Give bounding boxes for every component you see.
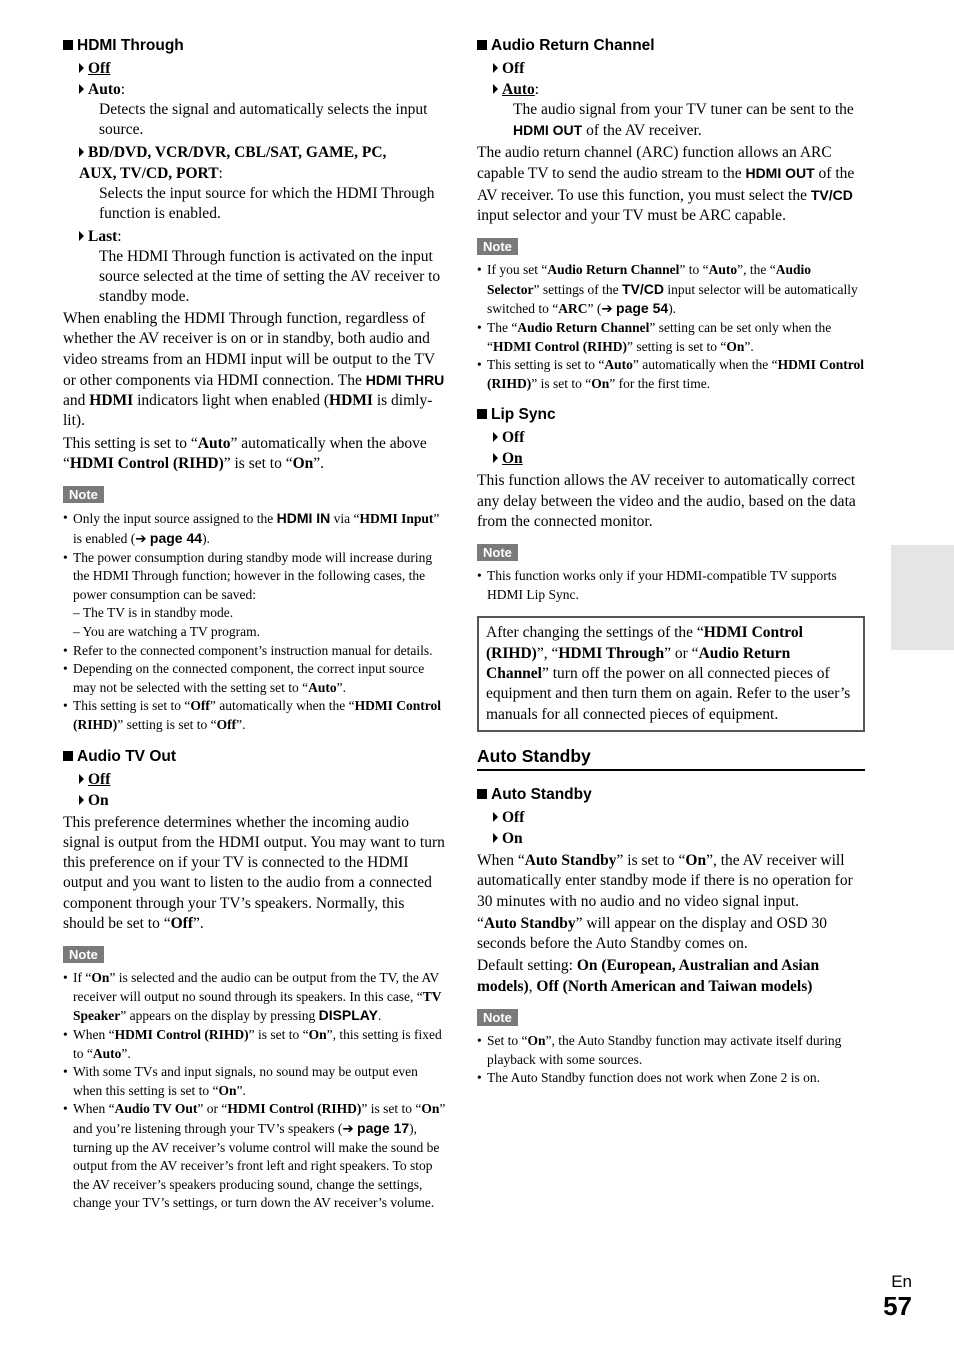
triangle-bullet-icon — [79, 774, 84, 784]
note-item: • With some TVs and input signals, no sound may be output even when this setting is set to “On”. — [63, 1063, 449, 1100]
note-item: • Refer to the connected component’s instruction manual for details. — [63, 642, 449, 661]
language-label: En — [891, 1272, 912, 1291]
note-item: • The Auto Standby function does not work when Zone 2 is on. — [477, 1069, 865, 1088]
hdmi-through-heading: HDMI Through — [63, 36, 449, 56]
note-item: • Only the input source assigned to the HDMI IN via “HDMI Input” is enabled (➔ page 44). — [63, 509, 449, 548]
note-item: • If you set “Audio Return Channel” to “Auto”, the “Audio Selector” settings of the TV/CD input selector will be automatically switched to “ARC” (➔ page 54). — [477, 261, 865, 319]
option-on: On — [477, 448, 865, 469]
audio-tv-out-notes — [63, 969, 449, 1213]
note-label: Note — [477, 544, 518, 561]
right-column — [477, 36, 865, 1096]
note-subitem: – The TV is in standby mode. — [73, 605, 234, 621]
triangle-bullet-icon — [79, 147, 84, 157]
info-box: After changing the settings of the “HDMI Control (RIHD)”, “HDMI Through” or “Audio Return Channel” turn off the power on all connected pieces of equipment and then turn them on again. Refer to the user’s manuals for all connected pieces of equipment. — [477, 616, 865, 731]
option-off: Off — [477, 807, 865, 828]
auto-standby-section-title: Auto Standby — [477, 746, 865, 771]
option-off: Off — [477, 58, 865, 79]
option-auto-description: The audio signal from your TV tuner can be sent to the HDMI OUT of the AV receiver. — [513, 101, 854, 139]
note-item: • The power consumption during standby mode will increase during the HDMI Through function; however in the following cases, the power consumption can be saved: — [63, 549, 449, 605]
page-number — [883, 1272, 912, 1320]
triangle-bullet-icon — [79, 231, 84, 241]
auto-standby-display-paragraph: “Auto Standby” will appear on the display and OSD 30 seconds before the Auto Standby comes on. — [477, 914, 828, 953]
triangle-bullet-icon — [79, 795, 84, 805]
audio-tv-out-paragraph: This preference determines whether the incoming audio signal is output from the HDMI output. You may want to turn this preference on if your TV is connected to the HDMI output and you want to listen to the audio from a connected component through your TV’s speakers. Normally, this should be set to “Off”. — [63, 813, 445, 932]
note-item: • When “HDMI Control (RIHD)” is set to “On”, this setting is fixed to “Auto”. — [63, 1026, 449, 1063]
arc-notes — [477, 261, 865, 393]
note-item: • This setting is set to “Auto” automatically when the “HDMI Control (RIHD)” is set to “On” for the first time. — [477, 356, 865, 393]
note-item: • Set to “On”, the Auto Standby function may activate itself during playback with some sources. — [477, 1032, 865, 1069]
note-subitem: – You are watching a TV program. — [73, 623, 260, 639]
auto-standby-paragraph: When “Auto Standby” is set to “On”, the AV receiver will automatically enter standby mode if there is no operation for 30 minutes with no audio and no video signal input. — [477, 851, 853, 910]
left-column — [63, 36, 449, 1221]
auto-standby-notes — [477, 1032, 865, 1088]
option-last-description: The HDMI Through function is activated on the input source selected at the time of setting the AV receiver to standby mode. — [99, 248, 441, 305]
lip-sync-notes — [477, 567, 865, 604]
note-item: • The “Audio Return Channel” setting can be set only when the “HDMI Control (RIHD)” setting is set to “On”. — [477, 319, 865, 356]
note-label: Note — [477, 238, 518, 255]
option-inputs-description: Selects the input source for which the HDMI Through function is enabled. — [99, 185, 435, 222]
option-auto: Auto: — [63, 79, 449, 100]
note-item: • This setting is set to “Off” automatically when the “HDMI Control (RIHD)” setting is set to “Off”. — [63, 697, 449, 734]
default-setting: Default setting: On (European, Australian and Asian models), Off (North American and Taiwan models) — [477, 957, 820, 995]
triangle-bullet-icon — [79, 84, 84, 94]
option-on: On — [477, 828, 865, 849]
option-last: Last: — [63, 226, 449, 247]
note-label: Note — [63, 946, 104, 963]
option-auto: Auto: — [477, 79, 865, 100]
triangle-bullet-icon — [493, 833, 498, 843]
hdmi-through-auto-paragraph: This setting is set to “Auto” automatically when the above “HDMI Control (RIHD)” is set to “On”. — [63, 434, 427, 473]
note-item: • Depending on the connected component, the correct input source may not be selected with the setting set to “Auto”. — [63, 660, 449, 697]
square-bullet-icon — [477, 409, 487, 419]
triangle-bullet-icon — [493, 812, 498, 822]
option-inputs: BD/DVD, VCR/DVR, CBL/SAT, GAME, PC, AUX, TV/CD, PORT: — [79, 144, 387, 182]
side-tab — [891, 545, 954, 650]
square-bullet-icon — [63, 40, 73, 50]
option-off: Off — [63, 769, 449, 790]
hdmi-through-paragraph: When enabling the HDMI Through function, regardless of whether the AV receiver is on or in standby, both audio and video streams from an HDMI input will be output to the TV or other components via HDMI connection. The HDMI THRU and HDMI indicators light when enabled (HDMI is dimly-lit). — [63, 310, 445, 430]
triangle-bullet-icon — [493, 432, 498, 442]
note-item: • This function works only if your HDMI-compatible TV supports HDMI Lip Sync. — [477, 567, 865, 604]
square-bullet-icon — [477, 40, 487, 50]
audio-tv-out-heading: Audio TV Out — [63, 747, 449, 767]
option-auto-description: Detects the signal and automatically selects the input source. — [99, 101, 428, 138]
triangle-bullet-icon — [79, 63, 84, 73]
square-bullet-icon — [477, 789, 487, 799]
square-bullet-icon — [63, 751, 73, 761]
note-label: Note — [63, 486, 104, 503]
note-item: • If “On” is selected and the audio can be output from the TV, the AV receiver will output no sound through its speakers. In this case, “TV Speaker” appears on the display by pressing DISPLAY. — [63, 969, 449, 1026]
hdmi-through-notes — [63, 509, 449, 734]
auto-standby-heading: Auto Standby — [477, 785, 865, 805]
arc-heading: Audio Return Channel — [477, 36, 865, 56]
lip-sync-heading: Lip Sync — [477, 405, 865, 425]
triangle-bullet-icon — [493, 63, 498, 73]
arc-paragraph: The audio return channel (ARC) function allows an ARC capable TV to send the audio stream to the HDMI OUT of the AV receiver. To use this function, you must select the TV/CD input selector and your TV must be ARC capable. — [477, 144, 855, 224]
note-item: • When “Audio TV Out” or “HDMI Control (RIHD)” is set to “On” and you’re listening through your TV’s speakers (➔ page 17), turning up the AV receiver’s volume control will make the sound be output from the AV receiver’s front left and right speakers. To stop the AV receiver’s speakers producing sound, change the settings, change your TV’s settings, or turn down the AV receiver’s volume. — [63, 1100, 449, 1213]
page-number-value: 57 — [883, 1291, 912, 1321]
option-off: Off — [63, 58, 449, 79]
lip-sync-paragraph: This function allows the AV receiver to automatically correct any delay between the video and the audio, based on the data from the connected monitor. — [477, 472, 856, 530]
triangle-bullet-icon — [493, 84, 498, 94]
triangle-bullet-icon — [493, 453, 498, 463]
option-off: Off — [477, 427, 865, 448]
option-on: On — [63, 790, 449, 811]
note-label: Note — [477, 1009, 518, 1026]
